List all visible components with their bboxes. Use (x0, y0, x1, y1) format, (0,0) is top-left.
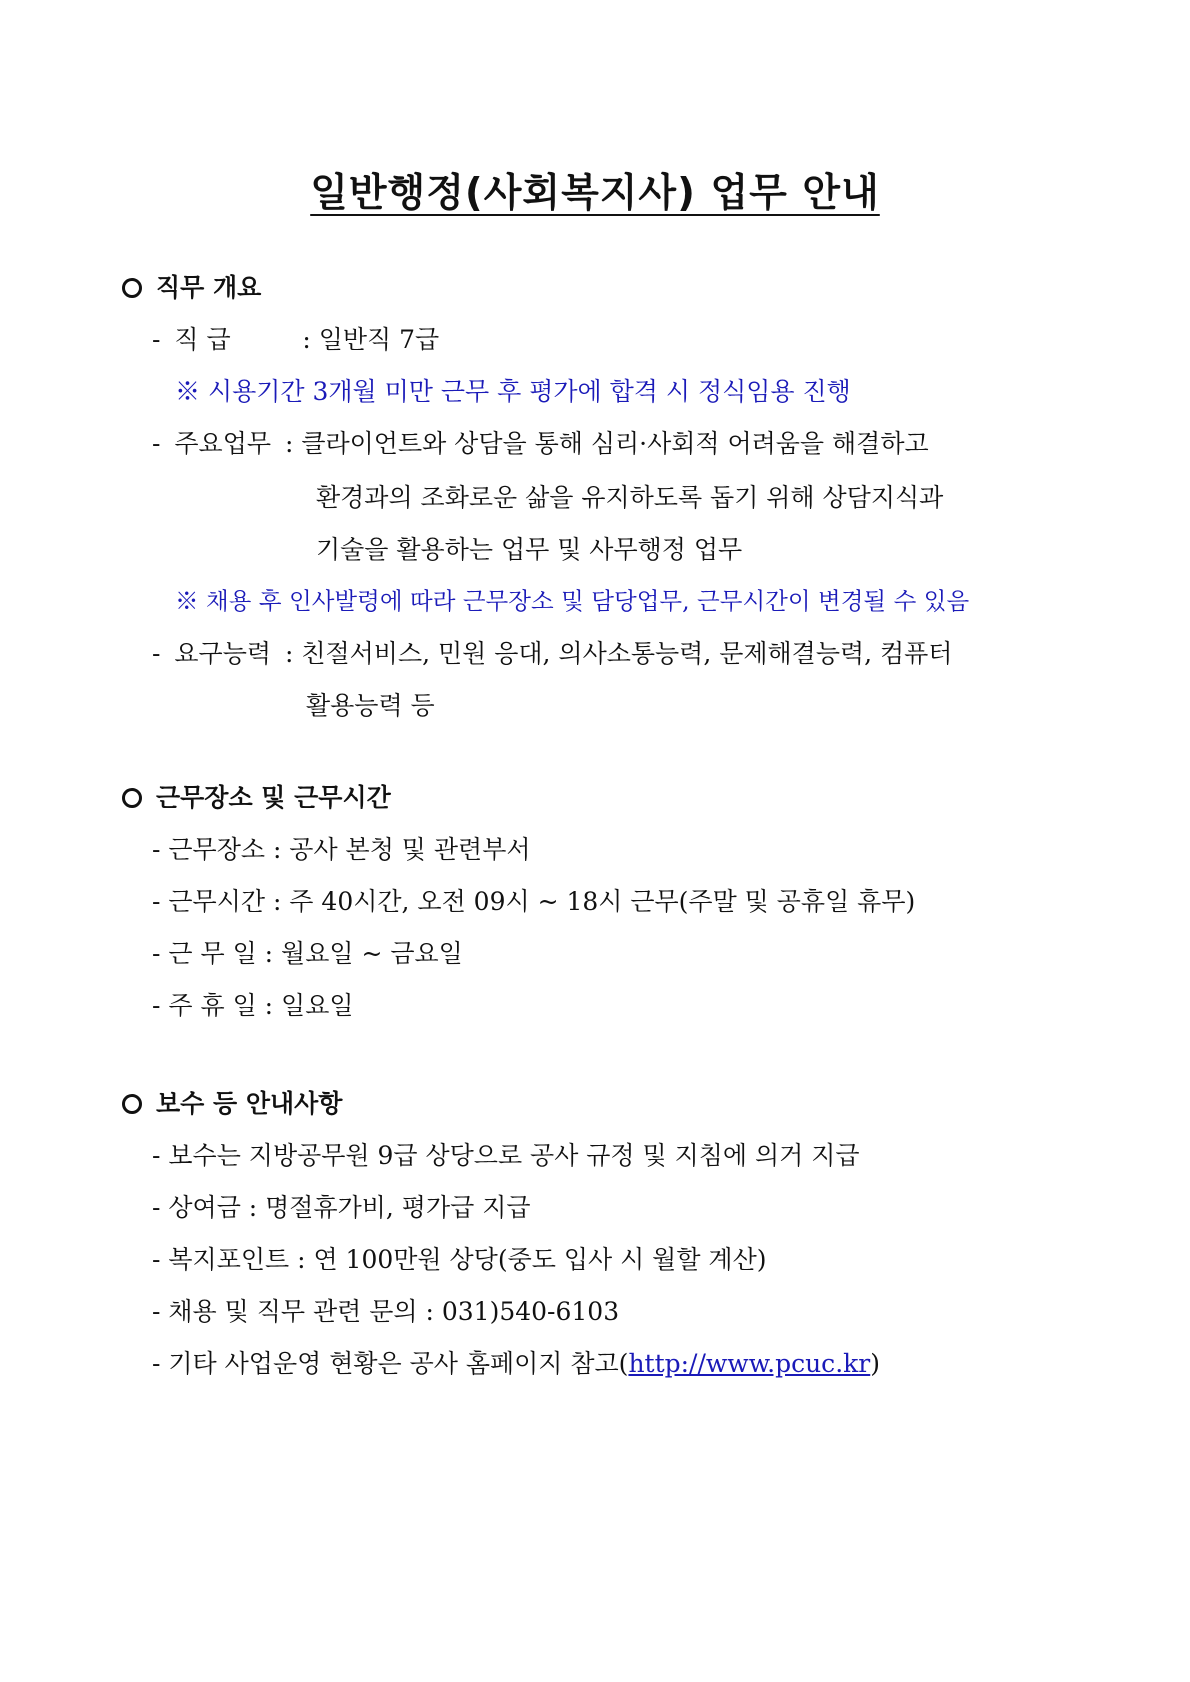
dash: - (152, 429, 161, 458)
document-title: 일반행정(사회복지사) 업무 안내 (310, 171, 880, 216)
section-heading-text: 근무장소 및 근무시간 (156, 783, 391, 812)
list-item: - 주 휴 일 : 일요일 (152, 991, 354, 1020)
duty-line-2: 환경과의 조화로운 삶을 유지하도록 돕기 위해 상담지식과 (316, 483, 944, 512)
grade-label-b: 급 (206, 325, 231, 354)
grade-label-a: 직 (174, 325, 199, 354)
circle-bullet-icon (122, 1094, 142, 1114)
dash: - (152, 325, 161, 354)
section-heading-compensation (122, 1084, 342, 1120)
skill-line-1: : 친절서비스, 민원 응대, 의사소통능력, 문제해결능력, 컴퓨터 (284, 639, 953, 668)
duty-line-3: 기술을 활용하는 업무 및 사무행정 업무 (316, 535, 743, 564)
section-heading-text: 직무 개요 (156, 273, 262, 302)
homepage-link[interactable]: http://www.pcuc.kr (628, 1349, 871, 1378)
homepage-text: - 기타 사업운영 현황은 공사 홈페이지 참고( (152, 1349, 629, 1378)
assignment-note: ※ 채용 후 인사발령에 따라 근무장소 및 담당업무, 근무시간이 변경될 수 있음 (175, 587, 970, 615)
list-item: - 근무장소 : 공사 본청 및 관련부서 (152, 835, 531, 864)
list-item: - 상여금 : 명절휴가비, 평가급 지급 (152, 1193, 531, 1222)
section-heading-workplace (122, 778, 391, 814)
duty-row (152, 424, 929, 460)
grade-row (152, 320, 439, 356)
document-title-wrap (0, 162, 1190, 218)
circle-bullet-icon (122, 788, 142, 808)
grade-label (174, 320, 294, 356)
skill-label: 요구능력 (174, 639, 272, 668)
dash: - (152, 639, 161, 668)
section-heading-job-overview (122, 268, 261, 304)
circle-bullet-icon (122, 278, 142, 298)
duty-label: 주요업무 (174, 429, 272, 458)
skill-line-2: 활용능력 등 (306, 691, 435, 720)
grade-value: : 일반직 7급 (302, 325, 440, 354)
list-item: - 복지포인트 : 연 100만원 상당(중도 입사 시 월할 계산) (152, 1245, 767, 1274)
list-item: - 근무시간 : 주 40시간, 오전 09시 ~ 18시 근무(주말 및 공휴일 휴무) (152, 887, 916, 916)
section-heading-text: 보수 등 안내사항 (156, 1089, 343, 1118)
probation-note: ※ 시용기간 3개월 미만 근무 후 평가에 합격 시 정식임용 진행 (175, 377, 851, 406)
skill-row (152, 634, 952, 670)
duty-line-1: : 클라이언트와 상담을 통해 심리·사회적 어려움을 해결하고 (284, 429, 929, 458)
list-item: - 채용 및 직무 관련 문의 : 031)540-6103 (152, 1297, 620, 1326)
homepage-suffix: ) (870, 1349, 880, 1378)
list-item: - 근 무 일 : 월요일 ~ 금요일 (152, 939, 463, 968)
homepage-row (152, 1344, 880, 1380)
list-item: - 보수는 지방공무원 9급 상당으로 공사 규정 및 지침에 의거 지급 (152, 1141, 860, 1170)
